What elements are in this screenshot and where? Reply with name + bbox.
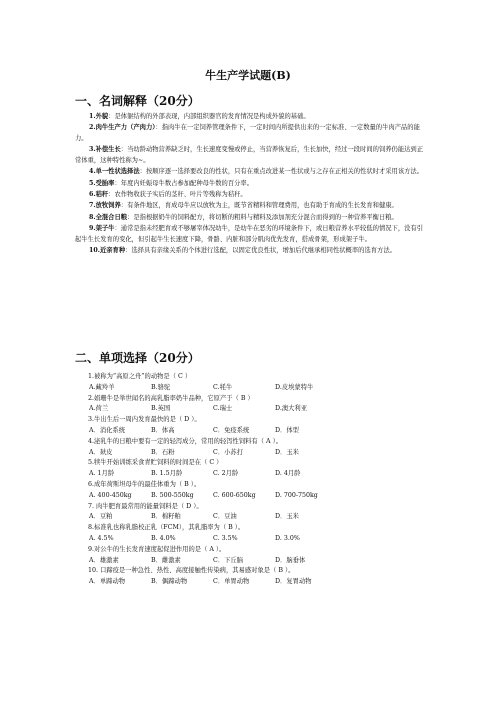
question-stem: 10. 口蹄疫是一种急性、热性、高度接触性传染病，其易感对象是（ B ）。 bbox=[88, 567, 295, 575]
question-stem: 2.娟珊牛是举世闻名的高乳脂率奶牛品种，它原产于（ B ） bbox=[88, 394, 254, 402]
definition-term: 8.全混合日粮 bbox=[89, 213, 128, 221]
option-b: B. 4.0% bbox=[151, 534, 176, 542]
option-c: C．小苏打 bbox=[213, 448, 244, 456]
option-c: C．免疫系统 bbox=[213, 426, 250, 434]
option-a: A. 400-450kg bbox=[89, 491, 132, 499]
definition-item bbox=[75, 179, 423, 190]
definition-item bbox=[75, 145, 423, 167]
section-heading-multiple-choice: 二、单项选择（20分） bbox=[75, 351, 200, 365]
option-a: A. 1月龄 bbox=[89, 470, 115, 478]
definition-term: 5.受胎率 bbox=[89, 179, 115, 187]
option-b: B．体高 bbox=[151, 426, 175, 434]
definition-item bbox=[75, 224, 423, 246]
section-heading-definitions: 一、名词解释（20分） bbox=[75, 94, 200, 108]
definition-item bbox=[75, 190, 423, 201]
definition-item bbox=[75, 201, 423, 212]
definition-term: 10.近亲育种 bbox=[89, 247, 126, 255]
definition-item bbox=[75, 167, 423, 178]
definition-term: 4.单一性状选择法 bbox=[89, 168, 140, 176]
option-b: B. 500-550kg bbox=[151, 491, 194, 499]
definitions-list bbox=[75, 112, 423, 257]
page-title: 牛生产学试题(B) bbox=[205, 69, 291, 82]
option-b: B．偶蹄动物 bbox=[151, 578, 188, 586]
definition-item bbox=[75, 246, 423, 257]
question-item bbox=[88, 394, 428, 416]
question-item bbox=[88, 566, 428, 588]
question-item bbox=[88, 458, 428, 480]
option-d: D．复胃动物 bbox=[275, 578, 312, 586]
option-c: C.牦牛 bbox=[213, 383, 233, 391]
question-item bbox=[88, 523, 428, 545]
question-options bbox=[88, 426, 428, 437]
option-a: A．消化系统 bbox=[89, 426, 126, 434]
definition-term: 2.肉牛生产力（产肉力） bbox=[89, 124, 156, 132]
option-a: A．单蹄动物 bbox=[89, 578, 126, 586]
definition-item bbox=[75, 123, 423, 145]
option-d: D．脑垂体 bbox=[275, 556, 306, 564]
question-item bbox=[88, 437, 428, 459]
definition-text: ：选择具有亲缘关系的个体进行选配，以固定优良性状，增加后代继承相同性状概率的选育方法。 bbox=[125, 247, 396, 255]
definition-item bbox=[75, 213, 423, 224]
option-a: A.藏羚羊 bbox=[89, 383, 115, 391]
option-d: D.皮埃蒙特牛 bbox=[275, 383, 314, 391]
option-c: C．豆油 bbox=[213, 513, 237, 521]
definition-term: 7.放牧饲养 bbox=[89, 202, 121, 210]
option-b: B.英国 bbox=[151, 405, 171, 413]
definition-term: 3.补偿生长 bbox=[89, 146, 121, 154]
option-c: C．单胃动物 bbox=[213, 578, 250, 586]
question-stem: 1.被称为“高原之舟”的动物是（ C ） bbox=[88, 373, 192, 380]
question-options bbox=[88, 404, 428, 415]
option-a: A．雄激素 bbox=[89, 556, 119, 564]
definition-text: ：指肉牛在一定饲养管理条件下，一定时间内所提供出来的一定标准、一定数量的牛肉产品的能力。 bbox=[75, 124, 420, 143]
question-stem: 7. 肉牛肥育最常用的能量饲料是（ D ）。 bbox=[88, 502, 203, 510]
question-item bbox=[88, 372, 428, 394]
option-d: D. 3.0% bbox=[275, 534, 300, 542]
question-options bbox=[88, 469, 428, 480]
definition-term: 9.架子牛 bbox=[89, 224, 115, 232]
question-options bbox=[88, 512, 428, 523]
option-b: B.骆驼 bbox=[151, 383, 171, 391]
option-b: B．石粉 bbox=[151, 448, 175, 456]
option-d: D. 700-750kg bbox=[275, 491, 318, 499]
option-c: C. 2月龄 bbox=[213, 470, 239, 478]
option-d: D.澳大利亚 bbox=[275, 405, 308, 413]
question-options bbox=[88, 577, 428, 588]
option-b: B．棉籽粕 bbox=[151, 513, 181, 521]
question-item bbox=[88, 480, 428, 502]
definition-text: ：年度内妊娠母牛数占参加配种母牛数的百分率。 bbox=[114, 179, 253, 187]
definition-text: ：农作物收获子实后的茎秆、叶片等残称为秸秆。 bbox=[108, 191, 247, 199]
question-item bbox=[88, 545, 428, 567]
question-stem: 4.泌乳牛的日粮中要有一定的轻泻成分，常用的轻泻性饲料有（ A ）。 bbox=[88, 437, 283, 445]
question-stem: 9.对公牛的生长发育速度起促进作用的是（ A ）。 bbox=[88, 545, 226, 553]
definition-text: ：是指根据奶牛的饲料配方，将切断的粗料与精料及添加剂充分混合而得到的一种营养平衡日粮。 bbox=[127, 213, 398, 221]
definition-item bbox=[75, 112, 423, 123]
question-stem: 6.成年荷斯坦母牛的最佳体重为（ B ）。 bbox=[88, 480, 201, 488]
definition-text: ：是体躯结构的外部表现，内部组织器官的发育情况是构成外貌的基础。 bbox=[108, 113, 310, 120]
option-a: A．麸皮 bbox=[89, 448, 113, 456]
option-c: C．下丘脑 bbox=[213, 556, 244, 564]
question-stem: 5.犊牛开始训练采食青贮饲料的时间是在（ C ） bbox=[88, 459, 223, 467]
question-list bbox=[88, 372, 428, 588]
option-c: C. 600-650kg bbox=[213, 491, 256, 499]
question-item bbox=[88, 502, 428, 524]
definition-text: ：通常是指未经肥育或不够屠宰体况幼牛，是幼牛在恶劣的环境条件下，或日粮营养水平较低的情况下，没有引起牛生长发育的变化，但引起牛生长速度下降，骨骼、内脏和部分肌肉优先发育，搭成骨架，形成架子牛。 bbox=[75, 224, 424, 243]
question-item bbox=[88, 415, 428, 437]
option-d: D．体型 bbox=[275, 426, 299, 434]
question-options bbox=[88, 534, 428, 545]
definition-text: ：有条件地区，育成母牛应以放牧为主，既节省精料和管理费用，也有助于育成的生长发育和健康。 bbox=[120, 202, 398, 210]
option-c: C.瑞士 bbox=[213, 405, 233, 413]
option-d: D. 4月龄 bbox=[275, 470, 301, 478]
definition-text: ：按顺序逐一选择要改良的性状，只有在重点改进某一性状或与之存在正相关的性状时才采用该方法。 bbox=[139, 168, 424, 176]
definition-term: 6.秸秆 bbox=[89, 191, 109, 199]
option-a: A.荷兰 bbox=[89, 405, 109, 413]
option-c: C. 3.5% bbox=[213, 534, 238, 542]
question-options bbox=[88, 491, 428, 502]
option-b: B. 1.5月龄 bbox=[151, 470, 183, 478]
option-d: D．玉米 bbox=[275, 448, 299, 456]
definition-text: ：当幼龄动物营养缺乏时，生长速度变慢或停止，当营养恢复后，生长加快，经过一段时间的饲养仍能达到正常体重，这种特性称为~。 bbox=[75, 146, 424, 165]
option-b: B．雌激素 bbox=[151, 556, 181, 564]
question-options bbox=[88, 556, 428, 567]
question-stem: 3.牛出生后一周内发育最快的是（ D ）。 bbox=[88, 416, 201, 424]
option-a: A．豆粕 bbox=[89, 513, 113, 521]
question-options bbox=[88, 383, 428, 394]
definition-term: 1.外貌 bbox=[89, 113, 109, 120]
question-stem: 8.标准乳也称乳脂校正乳（FCM），其乳脂率为（ B ）。 bbox=[88, 524, 245, 532]
option-a: A. 4.5% bbox=[89, 534, 114, 542]
option-d: D．玉米 bbox=[275, 513, 299, 521]
question-options bbox=[88, 448, 428, 459]
